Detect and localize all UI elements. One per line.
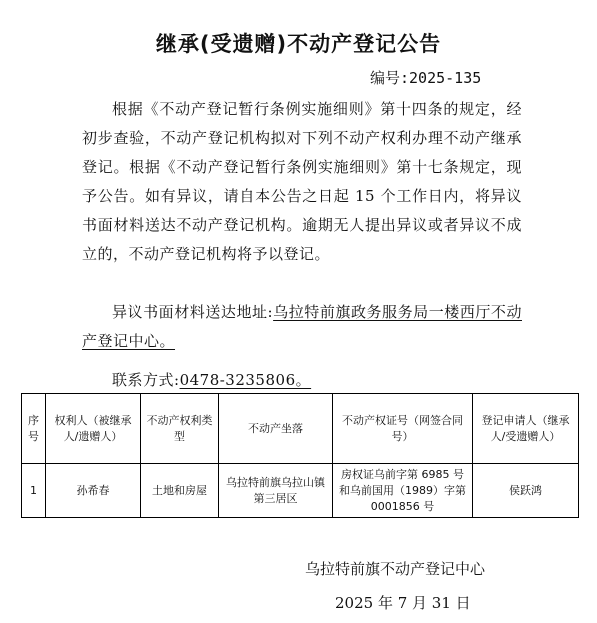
cell-applicant: 侯跃鸿 (473, 464, 579, 518)
objection-address (82, 298, 522, 356)
contact-phone: 0478-3235806。 (179, 371, 312, 389)
address-label: 异议书面材料送达地址: (112, 303, 274, 321)
issuing-organization: 乌拉特前旗不动产登记中心 (305, 560, 486, 578)
table-header-row (22, 394, 579, 464)
announcement-title: 继承(受遗赠)不动产登记公告 (155, 32, 442, 56)
address-value: 乌拉特前旗政务服务局一楼西厅不动产登记中心。 (82, 303, 522, 350)
cell-right-type: 土地和房屋 (141, 464, 219, 518)
header-cert-no: 不动产权证号（网签合同号） (333, 394, 473, 464)
document-number: 编号:2025-135 (370, 69, 482, 87)
cell-holder: 孙希春 (46, 464, 141, 518)
header-applicant: 登记申请人（继承人/受遗赠人） (473, 394, 579, 464)
header-right-type: 不动产权利类型 (141, 394, 219, 464)
cell-cert-no: 房权证乌前字第 6985 号和乌前国用（1989）字第 0001856 号 (333, 464, 473, 518)
header-location: 不动产坐落 (219, 394, 333, 464)
contact-info (82, 366, 522, 395)
registration-table (21, 393, 579, 518)
cell-location: 乌拉特前旗乌拉山镇第三居区 (219, 464, 333, 518)
contact-label: 联系方式: (112, 371, 180, 389)
header-holder: 权利人（被继承人/遗赠人） (46, 394, 141, 464)
header-seq: 序号 (22, 394, 46, 464)
cell-seq: 1 (22, 464, 46, 518)
issue-date: 2025 年 7 月 31 日 (335, 594, 471, 612)
table-row (22, 464, 579, 518)
announcement-body: 根据《不动产登记暂行条例实施细则》第十四条的规定，经初步查验，不动产登记机构拟对下列不动产权利办理不动产继承登记。根据《不动产登记暂行条例实施细则》第十七条规定，现予公告。如有异议，请自本公告之日起 15 个工作日内，将异议书面材料送达不动产登记机构。逾期无人提出异议或者异议不成立的，不动产登记机构将予以登记。 (82, 100, 522, 263)
